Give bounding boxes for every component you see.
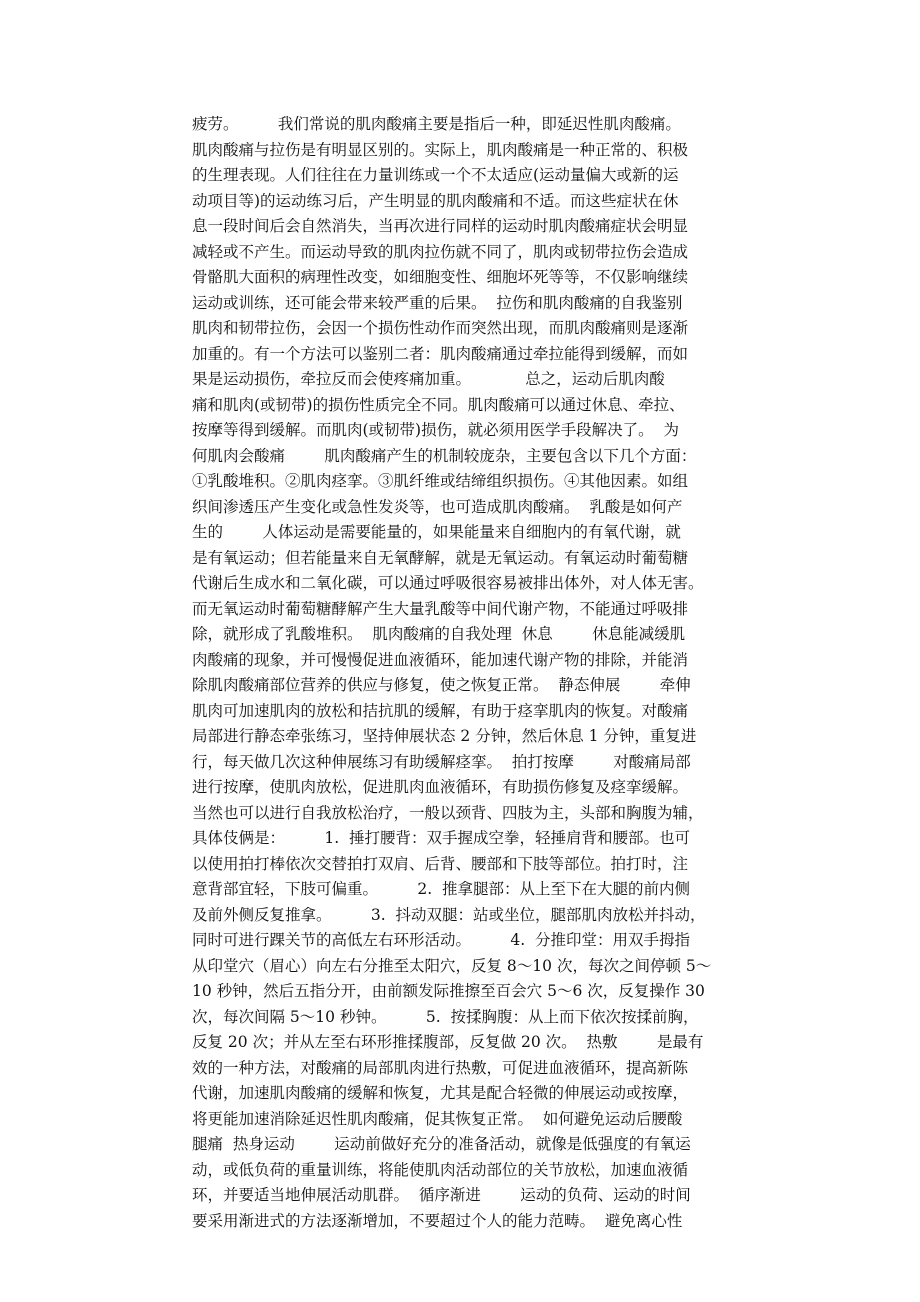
text-line: 要采用渐进式的方法逐渐增加，不要超过个人的能力范畴。 避免离心性	[192, 1211, 683, 1230]
text-line: 腿痛 热身运动 运动前做好充分的准备活动，就像是低强度的有氧运	[192, 1135, 691, 1153]
text-line: 除肌肉酸痛部位营养的供应与修复，使之恢复正常。 静态伸展 牵伸	[192, 676, 691, 694]
text-line: 而无氧运动时葡萄糖酵解产生大量乳酸等中间代谢产物，不能通过呼吸排	[192, 599, 689, 618]
text-line: 效的一种方法，对酸痛的局部肌肉进行热敷，可促进血液循环，提高新陈	[192, 1058, 689, 1077]
text-line: 具体伎俩是： 1. 捶打腰背：双手握成空拳，轻捶肩背和腰部。也可	[192, 829, 691, 847]
text-line: 何肌肉会酸痛 肌肉酸痛产生的机制较庞杂，主要包含以下几个方面：	[192, 446, 697, 465]
text-line: 织间渗透压产生变化或急性发炎等，也可造成肌肉酸痛。 乳酸是如何产	[192, 497, 683, 516]
text-line: 动项目等)的运动练习后，产生明显的肌肉酸痛和不适。而这些症状在休	[192, 191, 679, 210]
text-line: 果是运动损伤，牵拉反而会使疼痛加重。 总之，运动后肌肉酸	[192, 370, 665, 388]
text-line: 生的 人体运动是需要能量的，如果能量来自细胞内的有氧代谢，就	[192, 523, 681, 541]
text-line: 以使用拍打棒依次交替拍打双肩、后背、腰部和下肢等部位。拍打时，注	[192, 854, 689, 873]
text-line: 肌肉酸痛与拉伤是有明显区别的。实际上，肌肉酸痛是一种正常的、积极	[192, 140, 689, 159]
text-line: 10 秒钟，然后五指分开，由前额发际推擦至百会穴 5～6 次，反复操作 30	[192, 982, 705, 1000]
text-line: 肌肉可加速肌肉的放松和拮抗肌的缓解，有助于痉挛肌肉的恢复。对酸痛	[192, 701, 689, 720]
text-line: 痛和肌肉(或韧带)的损伤性质完全不同。肌肉酸痛可以通过休息、牵拉、	[192, 395, 685, 414]
text-line: 肌肉和韧带拉伤，会因一个损伤性动作而突然出现，而肌肉酸痛则是逐渐	[192, 319, 689, 337]
text-line: 意背部宜轻，下肢可偏重。 2. 推拿腿部：从上至下在大腿的前内侧	[192, 880, 691, 898]
text-line: 的生理表现。人们往往在力量训练或一个不太适应(运动量偏大或新的运	[192, 166, 679, 184]
text-line: 将更能加速消除延迟性肌肉酸痛，促其恢复正常。 如何避免运动后腰酸	[192, 1109, 683, 1128]
text-line: 运动或训练，还可能会带来较严重的后果。 拉伤和肌肉酸痛的自我鉴别	[192, 293, 683, 312]
text-line: ①乳酸堆积。②肌肉痉挛。③肌纤维或结缔组织损伤。④其他因素。如组	[192, 472, 689, 490]
text-line: 代谢后生成水和二氧化碳，可以通过呼吸很容易被排出体外，对人体无害。	[192, 574, 704, 592]
text-line: 骨骼肌大面积的病理性改变，如细胞变性、细胞坏死等等，不仅影响继续	[192, 268, 689, 286]
text-line: 按摩等得到缓解。而肌肉(或韧带)损伤，就必须用医学手段解决了。 为	[192, 421, 679, 439]
text-line: 加重的。有一个方法可以鉴别二者：肌肉酸痛通过牵拉能得到缓解，而如	[192, 344, 689, 363]
text-line: 肉酸痛的现象，并可慢慢促进血液循环，能加速代谢产物的排除，并能消	[192, 650, 689, 669]
text-line: 动，或低负荷的重量训练，将能使肌肉活动部位的关节放松，加速血液循	[192, 1160, 689, 1179]
text-line: 减轻或不产生。而运动导致的肌肉拉伤就不同了，肌肉或韧带拉伤会造成	[192, 242, 689, 261]
text-line: 反复 20 次；并从左至右环形推揉腹部，反复做 20 次。 热敷 是最有	[192, 1033, 704, 1051]
text-line: 息一段时间后会自然消失，当再次进行同样的运动时肌肉酸痛症状会明显	[192, 217, 689, 235]
body-text	[192, 112, 740, 1234]
text-line: 除，就形成了乳酸堆积。 肌肉酸痛的自我处理 休息 休息能减缓肌	[192, 625, 686, 643]
text-line: 同时可进行踝关节的高低左右环形活动。 4. 分推印堂：用双手拇指	[192, 931, 691, 949]
text-line: 当然也可以进行自我放松治疗，一般以颈背、四肢为主，头部和胸腹为辅，	[192, 803, 704, 822]
text-line: 及前外侧反复推拿。 3. 抖动双腿：站或坐位，腿部肌肉放松并抖动，	[192, 905, 706, 924]
text-line: 从印堂穴（眉心）向左右分推至太阳穴，反复 8～10 次，每次之间停顿 5～	[192, 956, 712, 975]
text-line: 是有氧运动；但若能量来自无氧酵解，就是无氧运动。有氧运动时葡萄糖	[192, 548, 689, 567]
text-line: 局部进行静态牵张练习，坚持伸展状态 2 分钟，然后休息 1 分钟，重复进	[192, 727, 697, 745]
text-line: 行，每天做几次这种伸展练习有助缓解痉挛。 拍打按摩 对酸痛局部	[192, 752, 691, 771]
text-line: 环，并要适当地伸展活动肌群。 循序渐进 运动的负荷、运动的时间	[192, 1186, 691, 1204]
text-line: 代谢，加速肌肉酸痛的缓解和恢复，尤其是配合轻微的伸展运动或按摩，	[192, 1084, 689, 1102]
text-line: 次，每次间隔 5～10 秒钟。 5. 按揉胸腹：从上而下依次按揉前胸，	[192, 1007, 699, 1026]
text-line: 疲劳。 我们常说的肌肉酸痛主要是指后一种，即延迟性肌肉酸痛。	[192, 115, 681, 133]
text-line: 进行按摩，使肌肉放松，促进肌肉血液循环，有助损伤修复及痉挛缓解。	[192, 778, 689, 796]
